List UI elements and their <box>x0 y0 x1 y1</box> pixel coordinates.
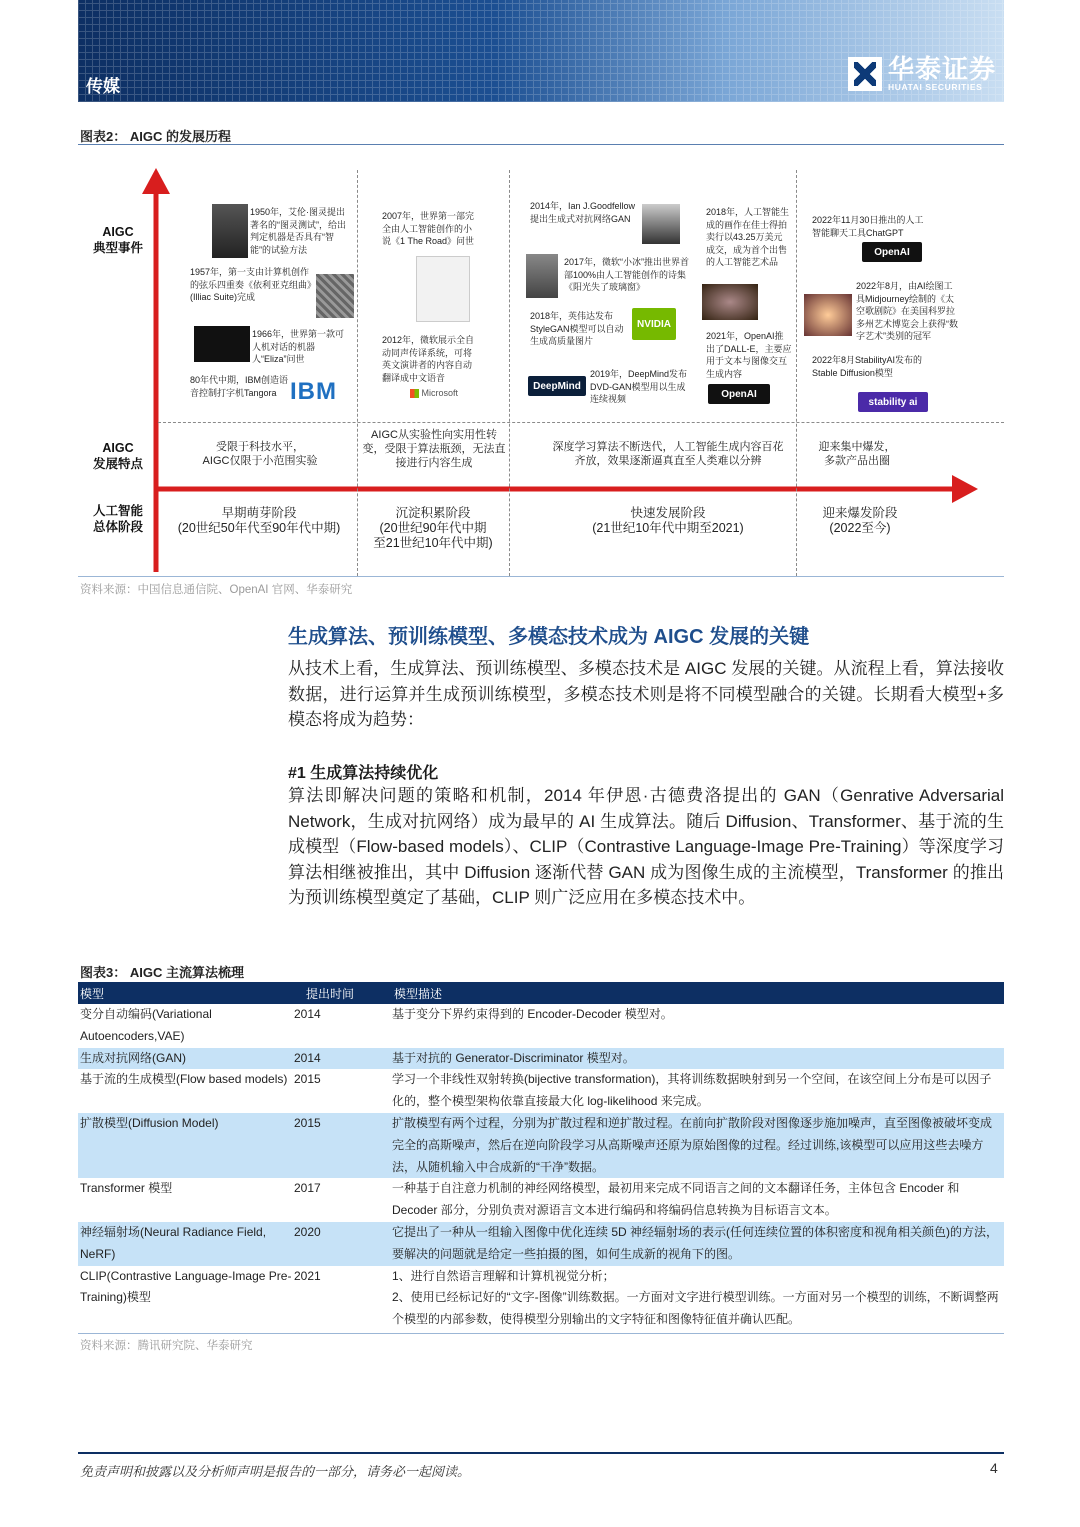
event-2021: 2021年，OpenAI推出了DALL-E，主要应用于文本与图像交互生成内容 <box>706 331 792 379</box>
cell-desc: 学习一个非线性双射转换(bijective transformation)，其将训练数据映射到另一个空间，在该空间上分布是可以因子化的，整个模型架构依靠直接最大化 log-likelihood 来完成。 <box>392 1072 992 1109</box>
row-label-stages: 人工智能 总体阶段 <box>92 504 143 534</box>
figure2-title: 图表2： AIGC 的发展历程 <box>80 129 231 144</box>
cell-desc: 1、进行自然语言理解和计算机视觉分析； 2、使用已经标记好的“文字-图像”训练数据。一方面对文字进行模型训练。一方面对另一个模型的训练，不断调整两个模型的内部参数，使得模型分别输出的文字特征和图像特征值并确认匹配。 <box>392 1268 999 1327</box>
deepmind-logo: DeepMind <box>528 376 586 396</box>
openai-logo-2: OpenAI <box>862 242 922 262</box>
cell-desc: 扩散模型有两个过程，分别为扩散过程和逆扩散过程。在前向扩散阶段对图像逐步施加噪声，直至图像被破坏变成完全的高斯噪声，然后在逆向阶段学习从高斯噪声还原为原始图像的过程。经过训练,该模型可以应用这些去噪方法，从随机输入中合成新的“干净”数据。 <box>392 1115 993 1174</box>
aigc-timeline-chart <box>80 148 1004 576</box>
figure2-top-rule <box>78 144 1004 145</box>
col-header-desc: 模型描述 <box>394 986 443 1001</box>
photo-poetry-book <box>526 254 558 298</box>
feature-stage-1: 受限于科技水平， AIGC仅限于小范围实验 <box>202 441 318 467</box>
logo-name-en: HUATAI SECURITIES <box>887 82 983 92</box>
algorithm-table <box>78 982 1004 1353</box>
footer-rule <box>78 1452 1004 1454</box>
body-paragraph: 算法即解决问题的策略和机制，2014 年伊恩·古德费洛提出的 GAN（Genrative Adversarial Network，生成对抗网络）成为最早的 AI 生成算法。随后 Diffusion、Transformer、基于流的生成模型（Flow-based models）、CLIP（Contrastive Language-Image Pre-Training）等深度学习算法相继被推出，其中 Diffusion 逐渐代替 GAN 成为图像生成的主流模型，Transformer 的推出为预训练模型奠定了基础，CLIP 则广泛应用在多模态技术中。 <box>288 786 1004 907</box>
table-row <box>78 1048 1004 1070</box>
table-row <box>78 1069 1004 1113</box>
cell-model: 基于流的生成模型(Flow based models) <box>80 1072 288 1087</box>
row-label-events: AIGC 典型事件 <box>92 225 143 255</box>
event-2007: 2007年，世界第一部完全由人工智能创作的小说《1 The Road》问世 <box>382 211 475 246</box>
event-2022-stability: 2022年8月StabilityAI发布的Stable Diffusion模型 <box>812 355 923 378</box>
cell-year: 2021 <box>294 1268 321 1283</box>
section-label: 传媒 <box>86 77 120 96</box>
stage-3: 快速发展阶段 (21世纪10年代中期至2021) <box>592 506 744 535</box>
cell-desc: 基于对抗的 Generator-Discriminator 模型对。 <box>392 1050 635 1065</box>
ibm-logo: IBM <box>290 378 337 405</box>
event-2018-art: 2018年，人工智能生成的画作在佳士得拍卖行以43.25万美元成交，成为首个出售的人工智能艺术品 <box>706 207 790 267</box>
photo-goodfellow <box>642 204 680 244</box>
page-header <box>78 0 1004 102</box>
stage-divider-1 <box>357 170 358 576</box>
cell-model: 变分自动编码(Variational Autoencoders,VAE) <box>80 1007 212 1043</box>
microsoft-logo <box>410 388 458 398</box>
intro-paragraph: 从技术上看，生成算法、预训练模型、多模态技术是 AIGC 发展的关键。从流程上看，算法接收数据，进行运算并生成预训练模型，多模态技术则是将不同模型融合的关键。长期看大模型+多模态将成为趋势： <box>288 659 1004 729</box>
cell-year: 2017 <box>294 1181 321 1196</box>
event-1980s: 80年代中期，IBM创造语音控制打字机Tangora <box>190 375 289 398</box>
event-2018-nvidia: 2018年，英伟达发布StyleGAN模型可以自动生成高质量图片 <box>530 311 624 346</box>
openai-logo-1: OpenAI <box>708 384 770 404</box>
logo-mark-icon <box>848 57 882 91</box>
figure3-bottom-rule <box>78 1333 1004 1334</box>
stage-4: 迎来爆发阶段 (2022至今) <box>822 506 898 535</box>
event-1966: 1966年，世界第一款可人机对话的机器人“Eliza”问世 <box>252 329 345 364</box>
nvidia-logo: NVIDIA <box>632 308 676 340</box>
vertical-arrow-head-icon <box>142 168 170 194</box>
cell-desc: 它提出了一种从一组输入图像中优化连续 5D 神经辐射场的表示(任何连续位置的体积密度和视角相关颜色)的方法，要解决的问题就是给定一些拍摄的图，如何生成新的视角下的图。 <box>392 1224 999 1261</box>
stage-1: 早期萌芽阶段 (20世纪50年代至90年代中期) <box>177 506 341 535</box>
table-row <box>78 1222 1004 1266</box>
figure2-bottom-rule <box>78 576 1004 577</box>
cell-model: 生成对抗网络(GAN) <box>80 1050 186 1065</box>
row-divider-1 <box>158 422 1004 423</box>
stability-ai-logo: stability ai <box>858 392 928 412</box>
stage-2: 沉淀积累阶段 (20世纪90年代中期 至21世纪10年代中期) <box>373 506 493 550</box>
stage-divider-2 <box>509 170 510 576</box>
feature-stage-3: 深度学习算法不断迭代，人工智能生成内容百花齐放，效果逐渐逼真直至人类难以分辨 <box>552 441 784 467</box>
photo-illiac <box>316 274 354 318</box>
table-row <box>78 1004 1004 1048</box>
event-2017: 2017年，微软“小冰”推出世界首部100%由人工智能创作的诗集《阳光失了玻璃窗》 <box>564 257 690 292</box>
event-2012: 2012年，微软展示全自动同声传译系统，可将英文演讲者的内容自动翻译成中文语音 <box>382 335 475 383</box>
photo-turing <box>212 204 248 258</box>
table-row <box>78 1266 1004 1331</box>
photo-book <box>416 256 470 322</box>
photo-space-opera <box>804 294 852 336</box>
microsoft-icon <box>410 389 419 398</box>
page-number: 4 <box>990 1460 998 1476</box>
photo-ai-portrait <box>702 284 758 320</box>
footer-disclaimer: 免责声明和披露以及分析师声明是报告的一部分，请务必一起阅读。 <box>80 1464 471 1479</box>
photo-eliza-screen <box>194 326 250 362</box>
horizontal-arrow-head-icon <box>952 475 978 503</box>
figure3-title: 图表3： AIGC 主流算法梳理 <box>80 965 244 980</box>
feature-stage-4: 迎来集中爆发， 多款产品出圈 <box>818 441 896 467</box>
logo-name-cn: 华泰证券 <box>887 54 996 84</box>
cell-model: 神经辐射场(Neural Radiance Field, NeRF) <box>80 1224 267 1261</box>
col-header-model: 模型 <box>80 986 105 1001</box>
figure2-source: 资料来源：中国信息通信院、OpenAI 官网、华泰研究 <box>80 584 353 596</box>
figure3-source: 资料来源：腾讯研究院、华泰研究 <box>80 1339 253 1352</box>
sub-heading: #1 生成算法持续优化 <box>288 765 439 782</box>
event-2014: 2014年，Ian J.Goodfellow提出生成式对抗网络GAN <box>530 201 636 224</box>
cell-model: Transformer 模型 <box>80 1181 173 1196</box>
cell-desc: 基于变分下界约束得到的 Encoder-Decoder 模型对。 <box>392 1007 673 1021</box>
event-1950: 1950年，艾伦·图灵提出著名的“图灵测试”，给出判定机器是否具有“智能”的试验方法 <box>250 207 346 255</box>
microsoft-wordmark: Microsoft <box>421 388 459 398</box>
cell-year: 2015 <box>294 1115 321 1130</box>
stage-divider-3 <box>796 170 797 576</box>
event-1957: 1957年，第一支由计算机创作的弦乐四重奏《依利亚克组曲》(Illiac Suite)完成 <box>190 267 312 302</box>
cell-year: 2015 <box>294 1072 321 1087</box>
cell-year: 2020 <box>294 1224 321 1239</box>
event-2022-chatgpt: 2022年11月30日推出的人工智能聊天工具ChatGPT <box>812 215 924 238</box>
event-2019: 2019年，DeepMind发布DVD-GAN模型用以生成连续视频 <box>590 369 688 404</box>
table-row <box>78 1113 1004 1178</box>
event-2022-midjourney: 2022年8月，由AI绘图工具Midjourney绘制的《太空歌剧院》在美国科罗拉多州艺术博览会上获得“数字艺术”类别的冠军 <box>856 281 958 341</box>
feature-stage-2: AIGC从实验性向实用性转变，受限于算法瓶颈，无法直接进行内容生成 <box>362 429 506 469</box>
row-label-features: AIGC 发展特点 <box>92 441 143 471</box>
cell-year: 2014 <box>294 1007 321 1021</box>
col-header-year: 提出时间 <box>306 986 355 1001</box>
cell-model: 扩散模型(Diffusion Model) <box>80 1115 219 1130</box>
cell-year: 2014 <box>294 1050 321 1065</box>
table-row <box>78 1178 1004 1222</box>
table-header <box>78 982 1004 1004</box>
huatai-logo <box>848 56 996 92</box>
section-heading: 生成算法、预训练模型、多模态技术成为 AIGC 发展的关键 <box>288 626 810 648</box>
cell-model: CLIP(Contrastive Language-Image Pre- Training)模型 <box>80 1268 292 1305</box>
cell-desc: 一种基于自注意力机制的神经网络模型，最初用来完成不同语言之间的文本翻译任务，主体包含 Encoder 和 Decoder 部分，分别负责对源语言文本进行编码和将编码信息转换为目标语言文本。 <box>392 1181 960 1218</box>
